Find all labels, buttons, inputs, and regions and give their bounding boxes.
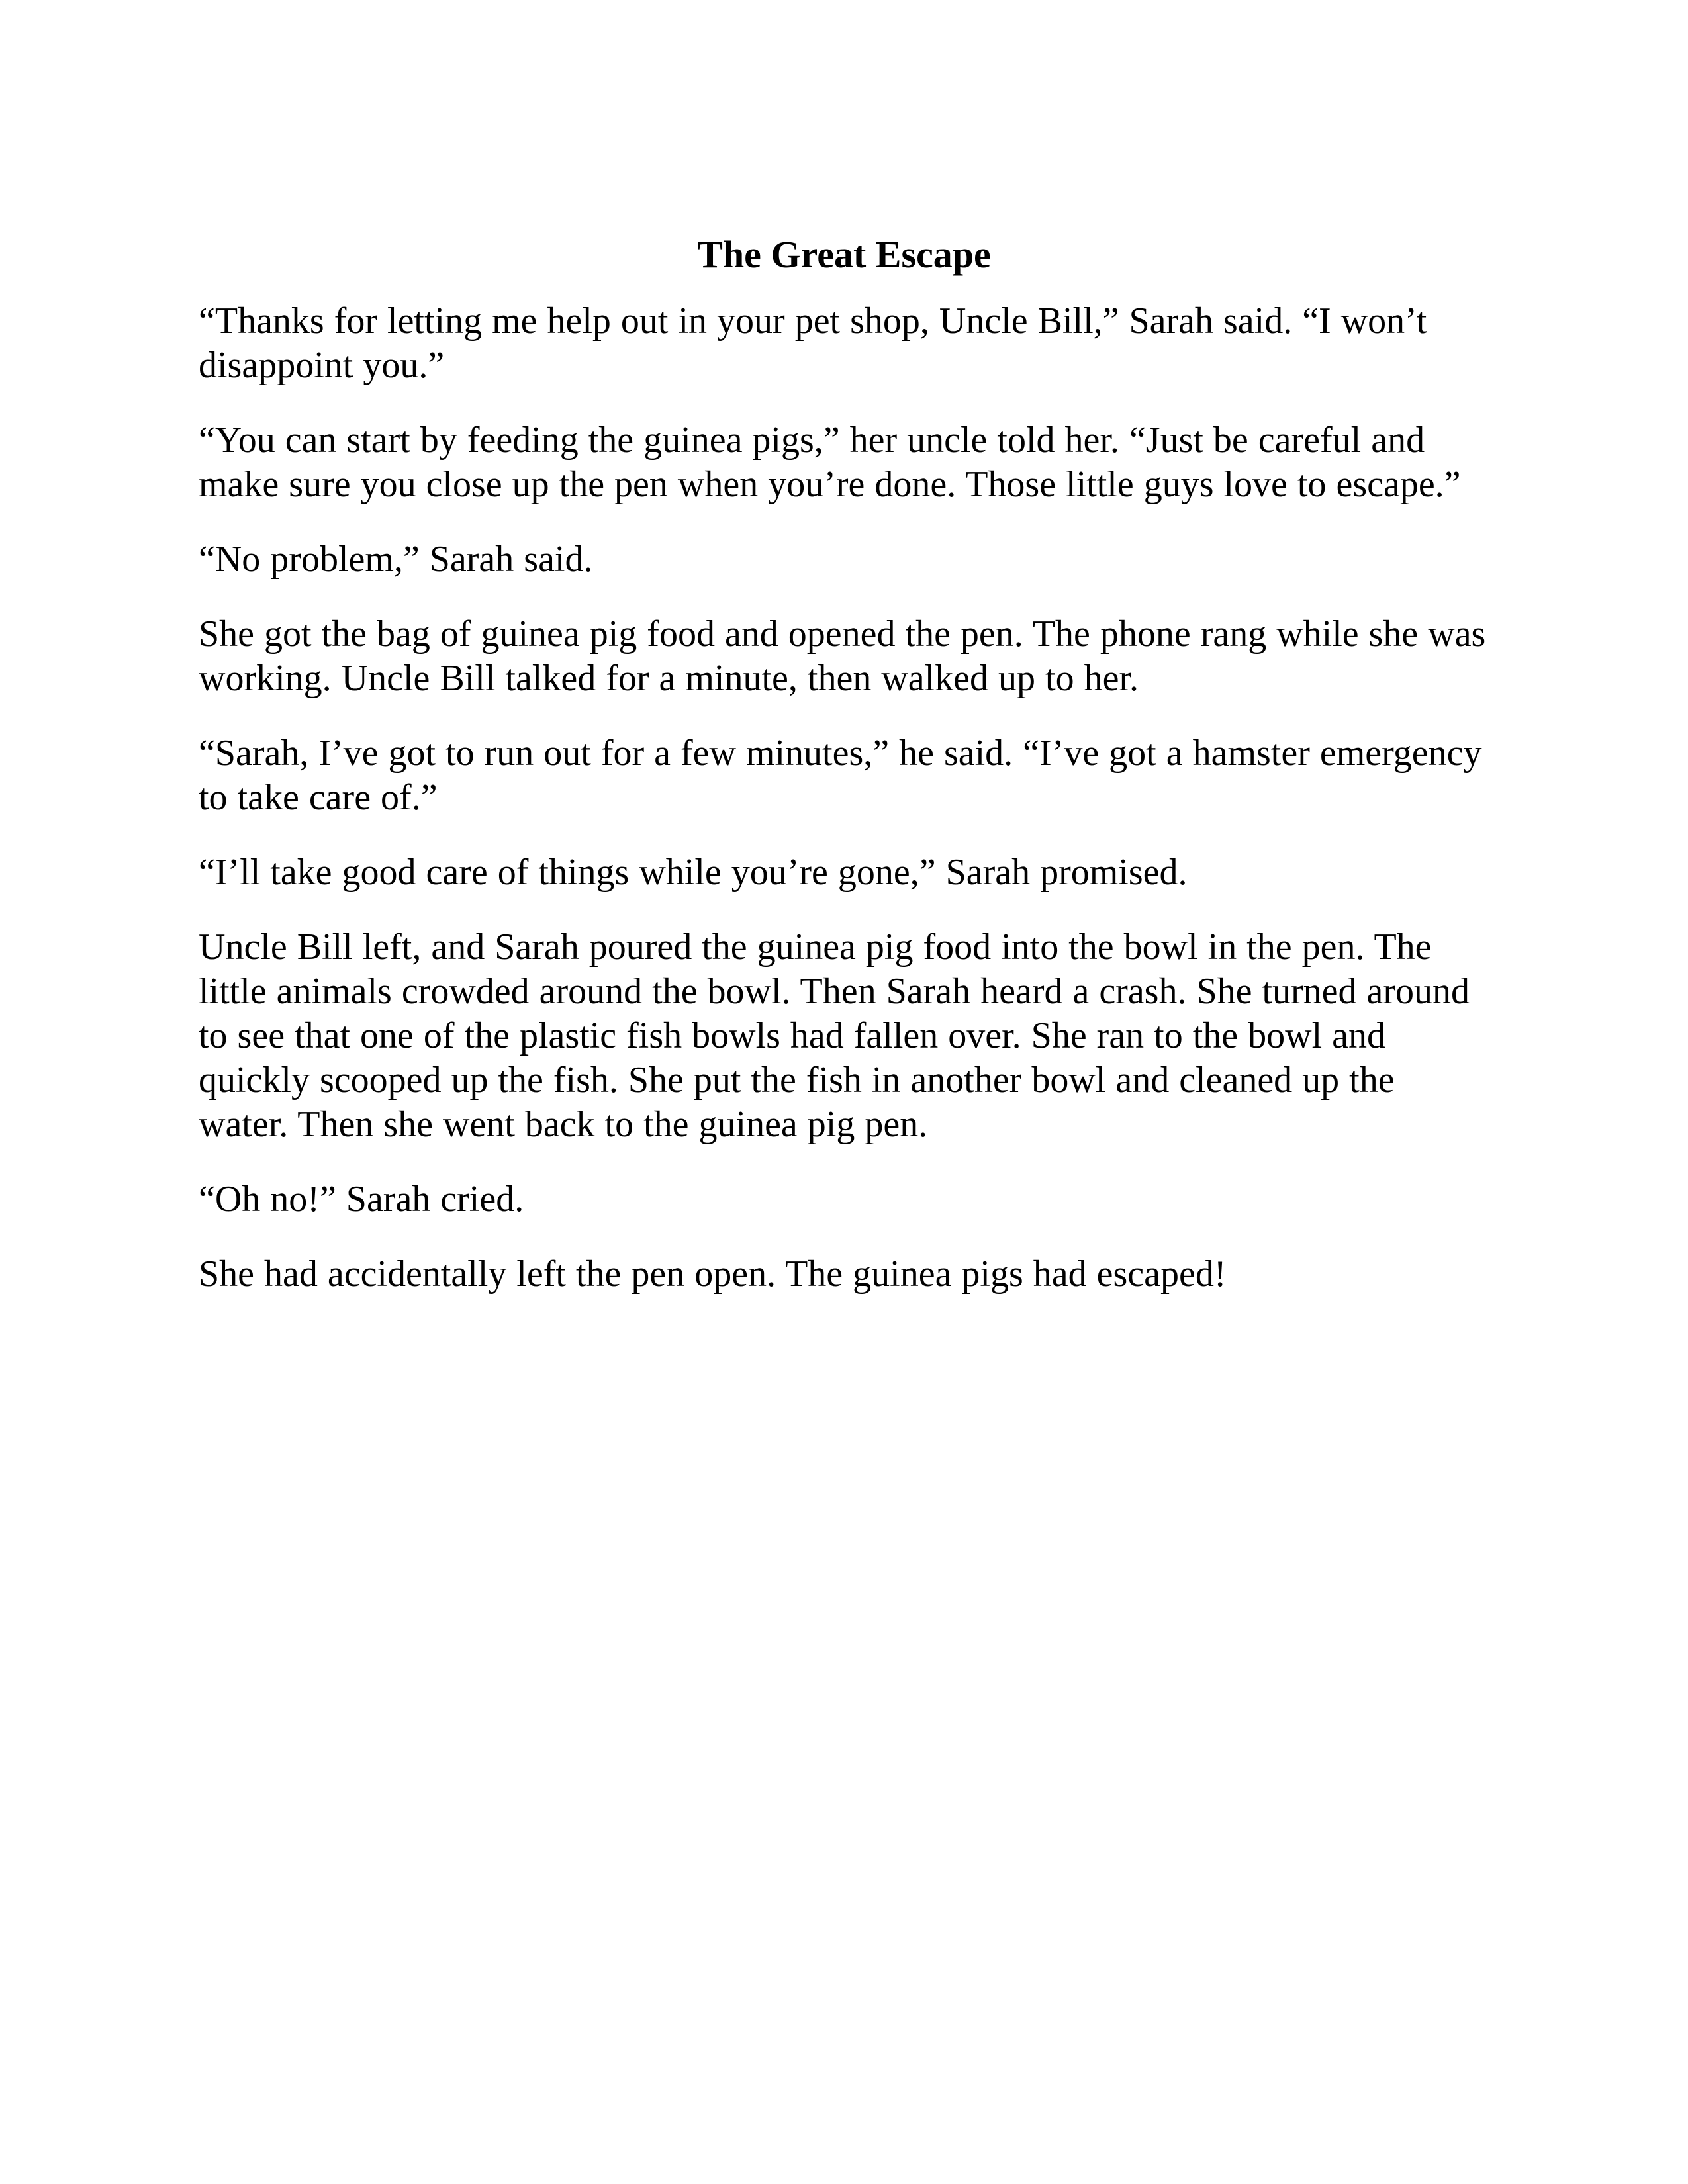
story-paragraph: She got the bag of guinea pig food and opened the pen. The phone rang while she was working. Uncle Bill talked for a minute, then walked up to her. [199,614,1486,699]
story-paragraph: “Thanks for letting me help out in your pet shop, Uncle Bill,” Sarah said. “I won’t disappoint you.” [199,300,1427,386]
story-paragraph: “Oh no!” Sarah cried. [199,1179,524,1220]
story-body [199,225,1489,1327]
story-title: The Great Escape [697,233,991,276]
story-paragraph: “I’ll take good care of things while you’re gone,” Sarah promised. [199,852,1188,893]
story-paragraph: “No problem,” Sarah said. [199,539,593,580]
story-paragraph: “You can start by feeding the guinea pigs,” her uncle told her. “Just be careful and make sure you close up the pen when you’re done. Those little guys love to escape.” [199,420,1461,505]
story-paragraph: She had accidentally left the pen open. The guinea pigs had escaped! [199,1253,1227,1295]
story-paragraph: Uncle Bill left, and Sarah poured the guinea pig food into the bowl in the pen. The little animals crowded around the bowl. Then Sarah heard a crash. She turned around to see that one of the plastic fish bowls had fallen over. She ran to the bowl and quickly scooped up the fish. She put the fish in another bowl and cleaned up the water. Then she went back to the guinea pig pen. [199,927,1470,1145]
story-paragraph: “Sarah, I’ve got to run out for a few minutes,” he said. “I’ve got a hamster emergency to take care of.” [199,733,1482,818]
